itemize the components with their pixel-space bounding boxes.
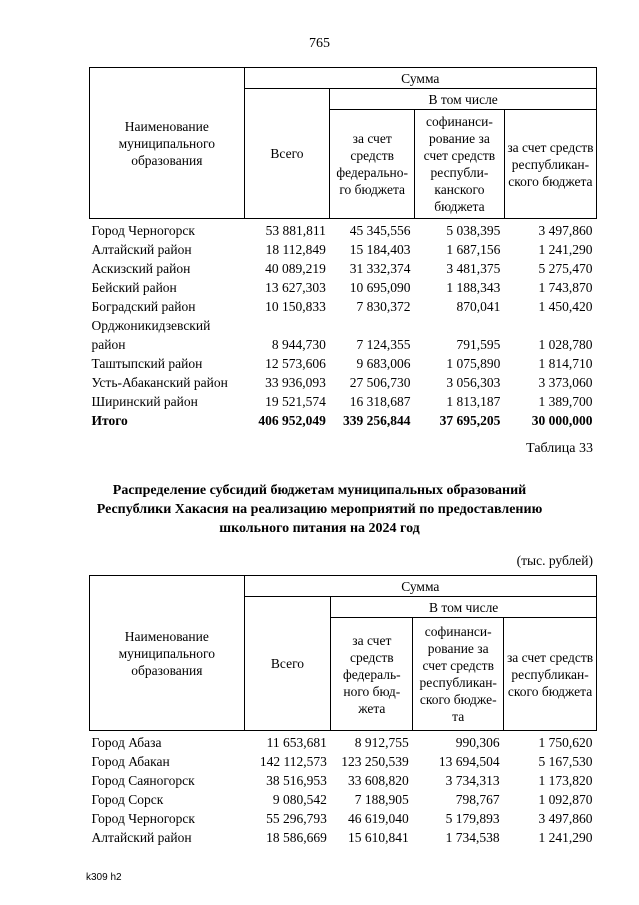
header-sum: Сумма: [244, 68, 596, 89]
header-federal: за счет средств федерально-го бюджета: [330, 110, 415, 219]
page-number: 765: [309, 36, 330, 51]
section-title: Распределение субсидий бюджетам муниципальных образований Республики Хакасия на реализацию мероприятий по предоставлению школьного питания на 2024 год: [96, 483, 543, 536]
header-total: Всего: [244, 597, 331, 731]
table-row: Город Черногорск 53 881,811 45 345,556 5 038,395 3 497,860: [91, 223, 593, 238]
table-row: Город Абаза 11 653,681 8 912,755 990,306 1 750,620: [91, 735, 593, 750]
table-row: Город Черногорск 55 296,793 46 619,040 5 179,893 3 497,860: [91, 811, 593, 826]
table-row: Бейский район 13 627,303 10 695,090 1 188,343 1 743,870: [91, 280, 593, 295]
table-row: Усть-Абаканский район 33 936,093 27 506,730 3 056,303 3 373,060: [91, 375, 593, 390]
table-row: Алтайский район 18 112,849 15 184,403 1 687,156 1 241,290: [91, 242, 593, 257]
header-cofin: софинанси-рование за счет средств республикан-ского бюдже-та: [413, 618, 504, 731]
header-including: В том числе: [330, 89, 597, 110]
header-sum: Сумма: [244, 576, 596, 597]
table-row: Ширинский район 19 521,574 16 318,687 1 813,187 1 389,700: [91, 394, 593, 409]
total-row: Итого 406 952,049 339 256,844 37 695,205 30 000,000: [91, 413, 593, 428]
table-row: Алтайский район 18 586,669 15 610,841 1 734,538 1 241,290: [91, 830, 593, 845]
header-name: Наименование муниципального образования: [90, 576, 245, 731]
table-row: Орджоникидзевский район 8 944,730 7 124,355 791,595 1 028,780: [91, 318, 593, 352]
table-1: [89, 67, 597, 430]
table-2: [89, 575, 597, 847]
header-total: Всего: [244, 89, 330, 219]
header-federal: за счет средств федераль-ного бюд-жета: [331, 618, 413, 731]
table-row: Город Сорск 9 080,542 7 188,905 798,767 1 092,870: [91, 792, 593, 807]
table-row: Таштыпский район 12 573,606 9 683,006 1 075,890 1 814,710: [91, 356, 593, 371]
header-republic: за счет средств республикан-ского бюджета: [504, 110, 596, 219]
table-row: Боградский район 10 150,833 7 830,372 870,041 1 450,420: [91, 299, 593, 314]
table-number: Таблица 33: [526, 441, 593, 456]
unit-label: (тыс. рублей): [516, 553, 593, 568]
table-row: Аскизский район 40 089,219 31 332,374 3 481,375 5 275,470: [91, 261, 593, 276]
table-row: Город Саяногорск 38 516,953 33 608,820 3 734,313 1 173,820: [91, 773, 593, 788]
header-cofin: софинанси-рование за счет средств республи-канского бюджета: [415, 110, 505, 219]
header-republic: за счет средств республикан-ского бюджета: [504, 618, 597, 731]
header-name: Наименование муниципального образования: [90, 68, 245, 219]
footer-code: k309 h2: [86, 872, 122, 883]
table-row: Город Абакан 142 112,573 123 250,539 13 694,504 5 167,530: [91, 754, 593, 769]
header-including: В том числе: [331, 597, 597, 618]
